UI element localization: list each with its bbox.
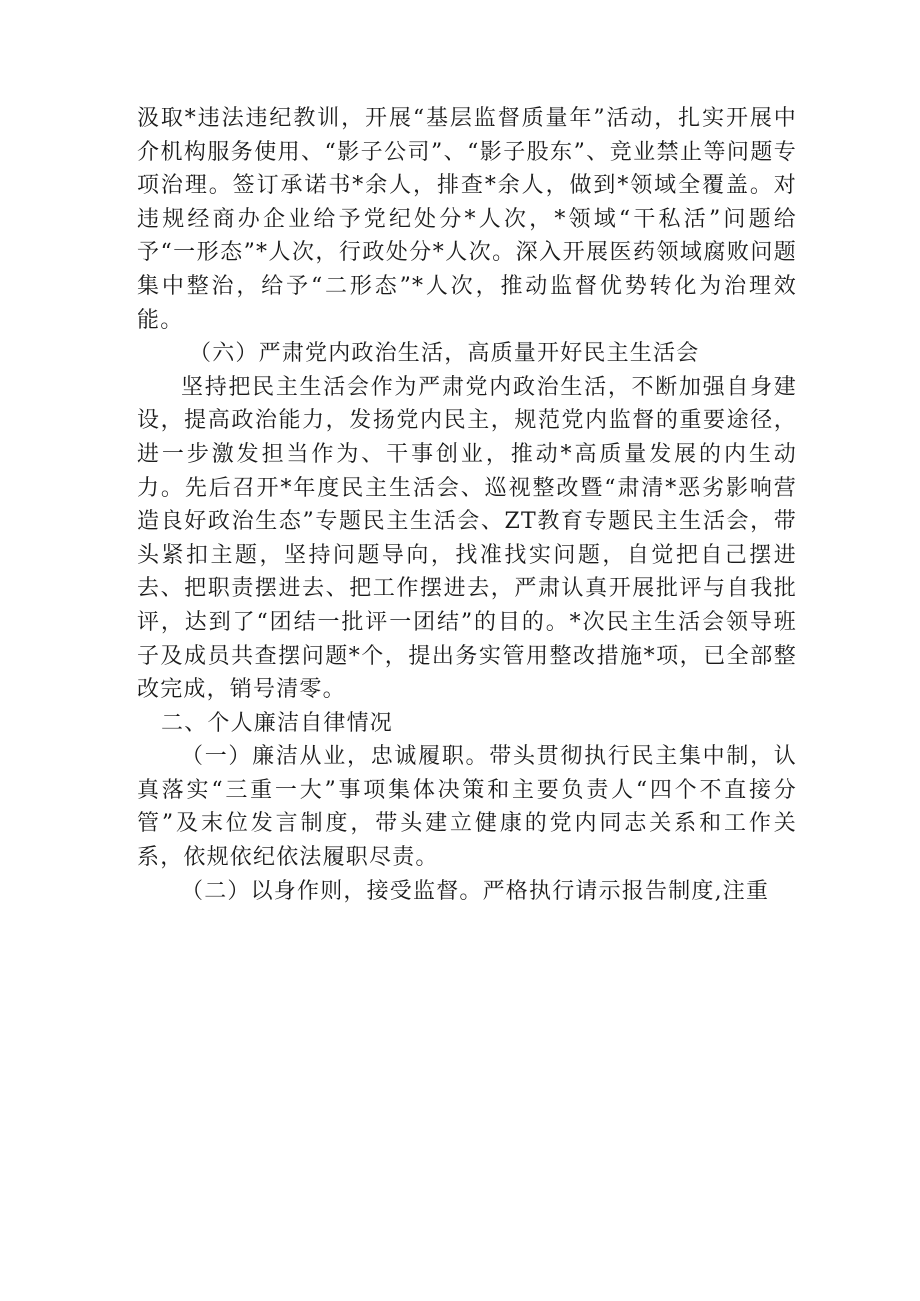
- heading-six: （六）严肃党内政治生活，高质量开好民主生活会: [189, 341, 700, 367]
- document-body: [137, 102, 797, 908]
- paragraph-continuation: 汲取*违法违纪教训，开展“基层监督质量年”活动，扎实开展中介机构服务使用、“影子公司”、“影子股东”、竞业禁止等问题专项治理。签订承诺书*余人，排查*余人，做到*领域全覆盖。对违规经商办企业给予党纪处分*人次，*领域“干私活”问题给予“一形态”*人次，行政处分*人次。深入开展医药领域腐败问题集中整治，给予“二形态”*人次，推动监督优势转化为治理效能。: [137, 106, 797, 333]
- paragraph-supervision: （二）以身作则，接受监督。严格执行请示报告制度,注重: [181, 878, 770, 904]
- paragraph-democratic-life: 坚持把民主生活会作为严肃党内政治生活，不断加强自身建设，提高政治能力，发扬党内民主，规范党内监督的重要途径，进一步激发担当作为、干事创业，推动*高质量发展的内生动力。先后召开*年度民主生活会、巡视整改暨“肃清*恶劣影响营造良好政治生态”专题民主生活会、ZT教育专题民主生活会，带头紧扣主题，坚持问题导向，找准找实问题，自觉把自己摆进去、把职责摆进去、把工作摆进去，严肃认真开展批评与自我批评，达到了“团结一批评一团结”的目的。*次民主生活会领导班子及成员共查摆问题*个，提出务实管用整改措施*项，已全部整改完成，销号清零。: [137, 374, 797, 703]
- paragraph-integrity: （一）廉洁从业，忠诚履职。带头贯彻执行民主集中制，认真落实“三重一大”事项集体决策和主要负责人“四个不直接分管”及末位发言制度，带头建立健康的党内同志关系和工作关系，依规依纪依法履职尽责。: [137, 744, 797, 871]
- section-heading-two: 二、个人廉洁自律情况: [161, 710, 394, 736]
